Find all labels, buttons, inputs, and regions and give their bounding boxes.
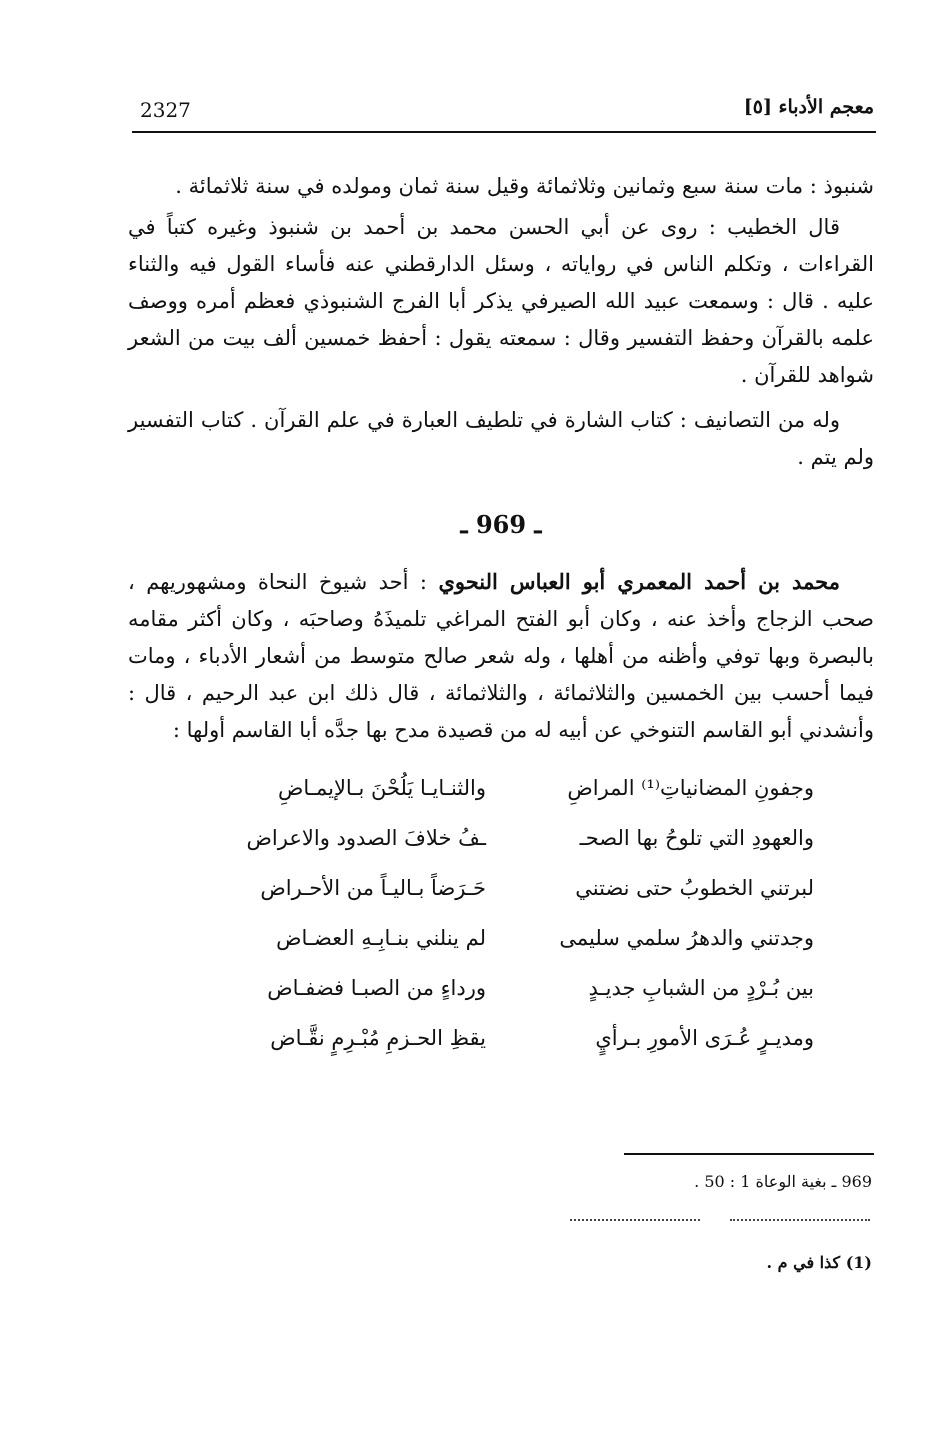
entry-paragraph — [128, 563, 874, 749]
paragraph-2: قال الخطيب : روى عن أبي الحسن محمد بن أحمد بن شنبوذ وغيره كتباً في القراءات ، وتكلم الناس في رواياته ، وسئل الدارقطني عنه فأساء القول فيه والثناء عليه . قال : وسمعت عبيد الله الصيرفي يذكر أبا الفرج الشنبوذي فعظم أمره ووصف علمه بالقرآن وحفظ التفسير وقال : سمعته يقول : أحفظ خمسين ألف بيت من الشعر شواهد للقرآن . — [128, 215, 874, 387]
page-number: 2327 — [140, 98, 191, 122]
main-text — [128, 168, 874, 1063]
verse — [128, 1013, 874, 1063]
verse-second-hemistich: لم ينلني بنـابِـهِ العضـاض — [276, 925, 486, 950]
footnote-1: (1) كذا في م . — [766, 1253, 872, 1272]
verse-first-hemistich: وجدتني والدهرُ سلمي سليمى — [559, 925, 814, 950]
verse — [128, 863, 874, 913]
verse — [128, 763, 874, 813]
source-footnote: 969 ـ بغية الوعاة 1 : 50 . — [694, 1172, 872, 1191]
poem — [128, 763, 874, 1063]
entry-name: محمد بن أحمد المعمري أبو العباس النحوي — [438, 569, 840, 594]
verse-second-hemistich: ورداءٍ من الصبـا فضفـاض — [267, 975, 486, 1000]
entry-number: ـ 969 ـ — [460, 510, 542, 539]
running-title: معجم الأدباء [٥] — [743, 96, 874, 118]
verse-second-hemistich: يقظِ الحـزمِ مُبْـرِمٍ نقَّـاض — [270, 1025, 486, 1050]
dotted-line — [570, 1215, 700, 1221]
verse-second-hemistich: ـفُ خلافَ الصدود والاعراض — [246, 825, 486, 850]
page-header — [140, 96, 874, 128]
paragraph-3: وله من التصانيف : كتاب الشارة في تلطيف العبارة في علم القرآن . كتاب التفسير ولم يتم . — [128, 408, 874, 469]
dotted-separator — [570, 1215, 870, 1225]
verse-first-hemistich: لبرتني الخطوبُ حتى نضتني — [575, 875, 814, 900]
footnote-rule — [624, 1153, 874, 1155]
verse-first-hemistich: بين بُـرْدٍ من الشبابِ جديـدٍ — [588, 975, 814, 1000]
verse — [128, 963, 874, 1013]
verse — [128, 913, 874, 963]
verse-first-hemistich: وجفونِ المضانياتِ⁽¹⁾ المراضِ — [567, 775, 814, 800]
verse-second-hemistich: والثنـايـا يَلُحْنَ بـالإيمـاضِ — [278, 775, 486, 800]
verse-first-hemistich: ومديـرٍ عُـرَى الأمورِ بـرأيٍ — [595, 1025, 814, 1050]
entry-text: : أحد شيوخ النحاة ومشهوريهم ، صحب الزجاج وأخذ عنه ، وكان أبو الفتح المراغي تلميذَهُ وصاحبَه ، وكان أكثر مقامه بالبصرة وبها توفي وأظنه من أهلها ، وله شعر صالح متوسط من أشعار الأدباء ، ومات فيما أحسب بين الخمسين والثلاثمائة ، والثلاثمائة ، قال ذلك ابن عبد الرحيم ، قال : وأنشدني أبو القاسم التنوخي عن أبيه له من قصيدة مدح بها جدَّه أبا القاسم أولها : — [128, 570, 874, 742]
verse — [128, 813, 874, 863]
dotted-line — [730, 1215, 870, 1221]
verse-second-hemistich: حَـرَضاً بـاليـاً من الأحـراض — [260, 875, 486, 900]
header-rule — [132, 131, 876, 133]
paragraph-1: شنبوذ : مات سنة سبع وثمانين وثلاثمائة وقيل سنة ثمان ومولده في سنة ثلاثمائة . — [175, 174, 874, 198]
verse-first-hemistich: والعهودِ التي تلوحُ بها الصحـ — [579, 825, 814, 850]
